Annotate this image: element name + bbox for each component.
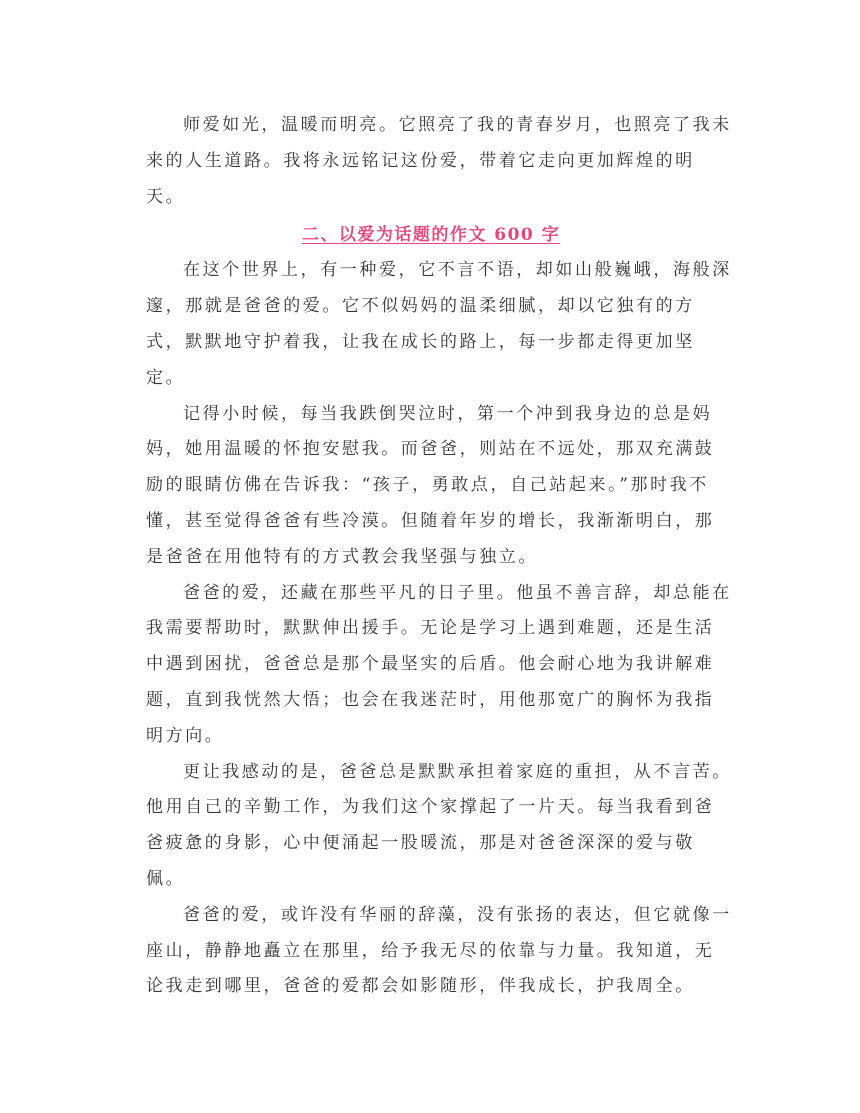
text-line: 爸疲惫的身影，心中便涌起一股暖流，那是对爸爸深深的爱与敬: [146, 833, 695, 854]
text-line: 题，直到我恍然大悟；也会在我迷茫时，用他那宽广的胸怀为我指: [146, 689, 715, 710]
paragraph-4: [146, 755, 732, 898]
text-line: 定。: [146, 367, 186, 388]
paragraph-5: [146, 898, 732, 1005]
text-line: 是爸爸在用他特有的方式教会我坚强与独立。: [146, 546, 538, 567]
paragraph-1: [146, 253, 732, 396]
text-line: 爸爸的爱，还藏在那些平凡的日子里。他虽不善言辞，却总能在: [183, 582, 732, 603]
document-page: [146, 108, 732, 1005]
text-line: 式，默默地守护着我，让我在成长的路上，每一步都走得更加坚: [146, 331, 695, 352]
text-line: 妈，她用温暖的怀抱安慰我。而爸爸，则站在不远处，那双充满鼓: [146, 439, 715, 460]
text-line: 中遇到困扰，爸爸总是那个最坚实的后盾。他会耐心地为我讲解难: [146, 654, 715, 675]
text-line: 天。: [146, 186, 186, 207]
text-line: 邃，那就是爸爸的爱。它不似妈妈的温柔细腻，却以它独有的方: [146, 296, 695, 317]
paragraph-3: [146, 576, 732, 755]
text-line: 师爱如光，温暖而明亮。它照亮了我的青春岁月，也照亮了我未: [183, 115, 732, 135]
section-heading-text: 二、以爱为话题的作文 600 字: [301, 225, 561, 246]
text-line: 我需要帮助时，默默伸出援手。无论是学习上遇到难题，还是生活: [146, 618, 715, 639]
text-line: 来的人生道路。我将永远铭记这份爱，带着它走向更加辉煌的明: [146, 150, 695, 171]
text-line: 论我走到哪里，爸爸的爱都会如影随形，伴我成长，护我周全。: [146, 976, 695, 997]
text-line: 记得小时候，每当我跌倒哭泣时，第一个冲到我身边的总是妈: [183, 403, 713, 424]
text-line: 励的眼睛仿佛在告诉我：“孩子，勇敢点，自己站起来。”那时我不: [146, 475, 709, 496]
text-line: 座山，静静地矗立在那里，给予我无尽的依靠与力量。我知道，无: [146, 940, 715, 961]
text-line: 爸爸的爱，或许没有华丽的辞藻，没有张扬的表达，但它就像一: [183, 904, 732, 925]
text-line: 懂，甚至觉得爸爸有些冷漠。但随着年岁的增长，我渐渐明白，那: [146, 510, 715, 531]
paragraph-2: [146, 397, 716, 576]
text-line: 明方向。: [146, 725, 225, 746]
section-heading: [146, 217, 716, 253]
text-line: 在这个世界上，有一种爱，它不言不语，却如山般巍峨，海般深: [183, 260, 732, 281]
text-line: 更让我感动的是，爸爸总是默默承担着家庭的重担，从不言苦。: [183, 761, 732, 782]
intro-paragraph: [146, 108, 732, 215]
text-line: 他用自己的辛勤工作，为我们这个家撑起了一片天。每当我看到爸: [146, 797, 715, 818]
text-line: 佩。: [146, 868, 186, 889]
